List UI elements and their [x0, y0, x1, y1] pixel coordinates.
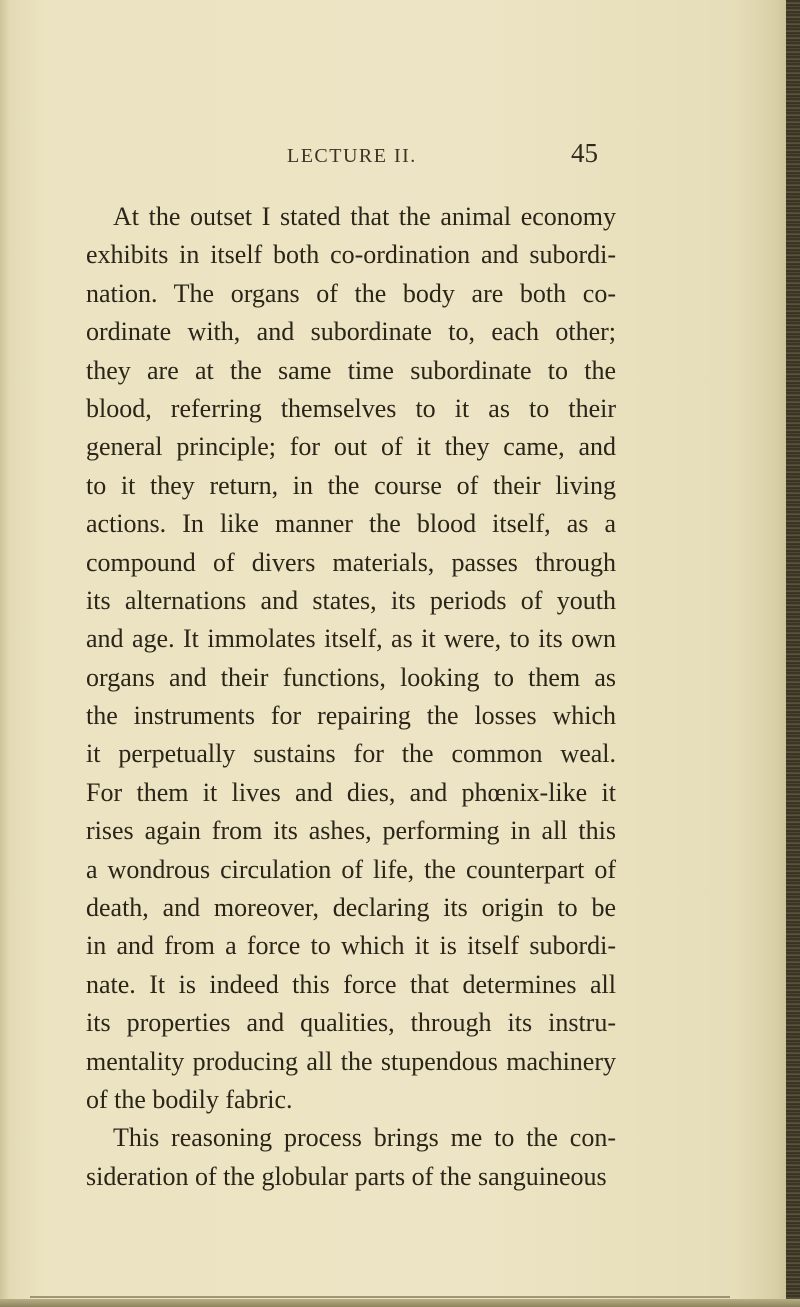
text-line: its alternations and states, its periods of youth: [86, 585, 616, 615]
page-edge-line: [30, 1296, 730, 1298]
text-line: nate. It is indeed this force that determines all: [86, 969, 616, 999]
running-head: [0, 138, 800, 178]
text-line: mentality producing all the stupendous machinery: [86, 1046, 616, 1076]
text-line: the instruments for repairing the losses which: [86, 701, 616, 731]
gutter-shadow: [0, 0, 10, 1307]
text-line: a wondrous circulation of life, the counterpart of: [86, 854, 616, 884]
text-line: they are at the same time subordinate to the: [86, 355, 616, 385]
page-number: 45: [571, 138, 598, 168]
text-line: At the outset I stated that the animal economy: [113, 202, 616, 231]
text-line: it perpetually sustains for the common weal.: [86, 739, 616, 769]
text-line: exhibits in itself both co-ordination and subordi-: [86, 240, 616, 270]
text-line: rises again from its ashes, performing in all this: [86, 816, 616, 846]
text-line: death, and moreover, declaring its origin to be: [86, 893, 616, 923]
text-line: general principle; for out of it they came, and: [86, 432, 616, 462]
book-edge-bottom: [0, 1299, 800, 1307]
book-edge-right: [786, 0, 800, 1307]
text-line: compound of divers materials, passes through: [86, 547, 616, 577]
text-line: nation. The organs of the body are both co-: [86, 278, 616, 308]
text-line: its properties and qualities, through its instru-: [86, 1008, 616, 1038]
text-line: actions. In like manner the blood itself, as a: [86, 509, 616, 539]
text-line: and age. It immolates itself, as it were, to its own: [86, 624, 616, 654]
text-line: sideration of the globular parts of the sanguineous: [86, 1161, 607, 1191]
text-line: in and from a force to which it is itself subordi-: [86, 931, 616, 961]
text-line: blood, referring themselves to it as to their: [86, 393, 616, 423]
text-line: This reasoning process brings me to the con-: [113, 1123, 616, 1153]
text-line: to it they return, in the course of their living: [86, 470, 616, 500]
text-line: ordinate with, and subordinate to, each other;: [86, 317, 616, 347]
text-line: For them it lives and dies, and phœnix-like it: [86, 777, 616, 807]
text-line: of the bodily fabric.: [86, 1084, 293, 1114]
running-head-title: LECTURE II.: [287, 145, 417, 167]
body-text: [86, 198, 616, 1196]
text-line: organs and their functions, looking to them as: [86, 662, 616, 692]
